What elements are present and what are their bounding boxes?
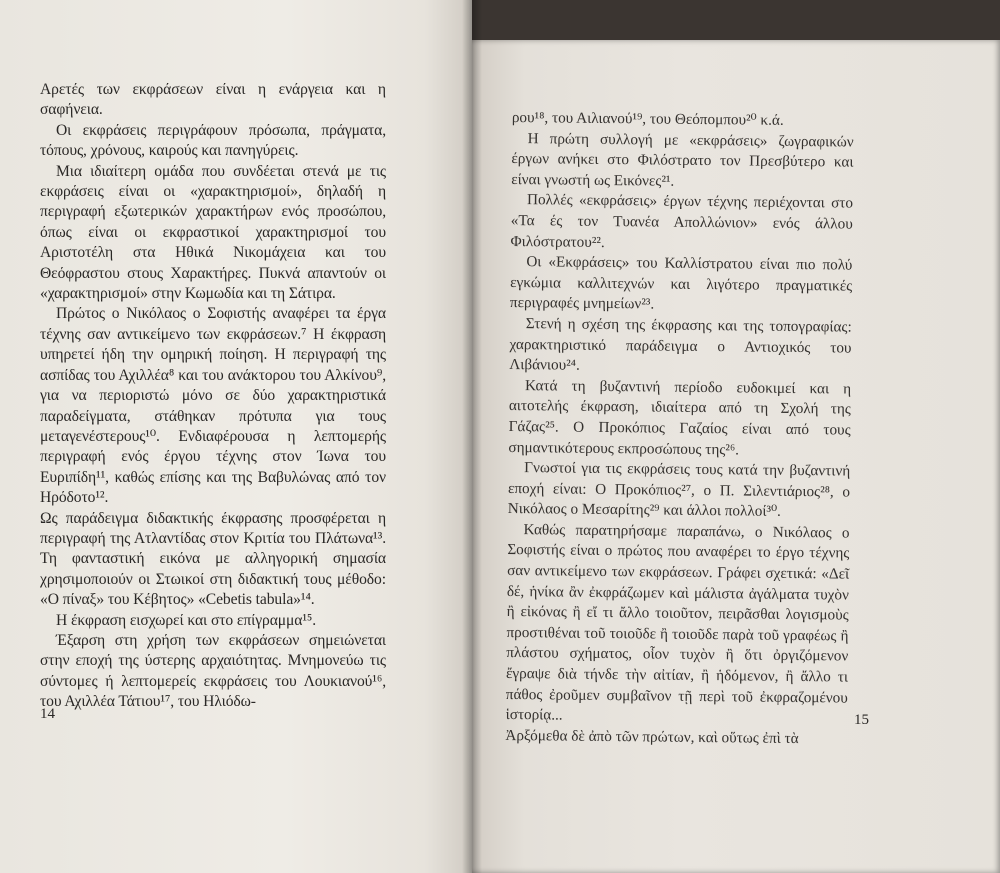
page-number-left: 14 (40, 706, 55, 722)
left-paragraph-7: Έξαρση στη χρήση των εκφράσεων σημειώνεται στην εποχή της ύστερης αρχαιότητας. Μνημονεύω τις σύντομες ή λεπτομερείς εκφράσεις του Λουκιανού¹⁶, του Αχιλλέα Τάτιου¹⁷, του Ηλιόδω- (40, 631, 386, 711)
right-paragraph-3: Πολλές «εκφράσεις» έργων τέχνης περιέχονται στο «Τα ές τον Τυανέα Απολλώνιον» ενός άλλου Φιλόστρατου²². (510, 191, 854, 251)
right-page-text (505, 108, 854, 750)
right-paragraph-7: Γνωστοί για τις εκφράσεις τους κατά την βυζαντινή εποχή είναι: Ο Προκόπιος²⁷, ο Π. Σιλεντιάριος²⁸, ο Νικόλαος ο Μεσαρίτης²⁹ και άλλοι πολλοί³⁰. (507, 459, 851, 521)
book-gutter-shadow (462, 0, 482, 873)
right-paragraph-9: Ἀρξόμεθα δὲ ἀπὸ τῶν πρώτων, καὶ οὕτως ἐπὶ τὰ (505, 726, 799, 747)
left-paragraph-4: Πρώτος ο Νικόλαος ο Σοφιστής αναφέρει τα έργα τέχνης σαν αντικείμενο των εκφράσεων.⁷ Η έκφραση υπηρετεί ήδη την ομηρική ποίηση. Η περιγραφή της ασπίδας του Αχιλλέα⁸ και του ανάκτορου του Αλκίνου⁹, για να περιοριστώ μόνο σε δύο χαρακτηριστικά παραδείγματα, στάθηκαν πρότυπα για τους μεταγενέστερους¹⁰. Ενδιαφέρουσα η λεπτομερής περιγραφή ενός έργου τέχνης στον Ίωνα του Ευριπίδη¹¹, καθώς επίσης και της Βαβυλώνας από τον Ηρόδοτο¹². (40, 305, 386, 507)
right-paragraph-1: ρου¹⁸, του Αιλιανού¹⁹, του Θεόπομπου²⁰ κ.ά. (511, 108, 784, 129)
right-paragraph-2: Η πρώτη συλλογή με «εκφράσεις» ζωγραφικών έργων ανήκει στο Φιλόστρατο τον Πρεσβύτερο και είναι γνωστή ως Εικόνες²¹. (511, 129, 854, 190)
left-paragraph-2: Οι εκφράσεις περιγράφουν πρόσωπα, πράγματα, τόπους, χρόνους, καιρούς και πανηγύρεις. (40, 121, 386, 160)
right-paragraph-6: Κατά τη βυζαντινή περίοδο ευδοκιμεί και η αιτοτελής έκφραση, ιδιαίτερα από τη Σχολή της Γάζας²⁵. Ο Προκόπιος Γαζαίος είναι από τους σημαντικότερους εκπροσώπους της²⁶. (508, 376, 852, 458)
left-page-text (40, 80, 386, 713)
left-paragraph-1: Αρετές των εκφράσεων είναι η ενάργεια και η σαφήνεια. (40, 81, 386, 119)
right-paragraph-8: Καθώς παρατηρήσαμε παραπάνω, ο Νικόλαος ο Σοφιστής είναι ο πρώτος που αναφέρει το έργο τέχνης σαν αντικείμενο των εκφράσεων. Γράφει σχετικά: «Δεῖ δέ, ἡνίκα ἂν ἐκφράζωμεν καὶ μάλιστα ἀγάλματα τυχὸν ἢ εἰκόνας ἢ εἴ τι ἄλλο τοιοῦτον, πειρᾶσθαι λογισμοὺς προστιθέναι τοῦ τοιοῦδε ἢ τοιοῦδε παρὰ τοῦ γραφέως ἢ πλάστου σχήματος, οἷον τυχὸν ἢ ὅτι ὀργιζόμενον ἔγραψε διὰ τήνδε τὴν αἰτίαν, ἢ ἡδόμενον, ἢ ἄλλο τι πάθος ἐροῦμεν συμβαῖνον τῇ περὶ τοῦ ἐκφραζομένου ἱστορίᾳ... (505, 521, 850, 724)
left-paragraph-5: Ως παράδειγμα διδακτικής έκφρασης προσφέρεται η περιγραφή της Ατλαντίδας στον Κριτία του Πλάτωνα¹³. Τη φανταστική εικόνα με αλληγορική σημασία χρησιμοποιούν οι Στωικοί στη διδακτική τους μέθοδο: «Ο πίναξ» του Κέβητος» «Cebetis tabula»¹⁴. (40, 509, 386, 609)
right-paragraph-5: Στενή η σχέση της έκφρασης και της τοπογραφίας: χαρακτηριστικό παράδειγμα ο Αντιοχικός του Λιβάνιου²⁴. (509, 315, 852, 374)
left-page (0, 0, 472, 873)
right-page (472, 40, 1000, 873)
right-paragraph-4: Οι «Εκφράσεις» του Καλλίστρατου είναι πιο πολύ εγκώμια καλλιτεχνών και λιγότερο πραγματικές περιγραφές μνημείων²³. (509, 253, 853, 313)
left-paragraph-6: Η έκφραση εισχωρεί και στο επίγραμμα¹⁵. (56, 611, 317, 629)
left-paragraph-3: Μια ιδιαίτερη ομάδα που συνδέεται στενά με τις εκφράσεις είναι οι «χαρακτηρισμοί», δηλαδή η περιγραφή εξωτερικών χαρακτήρων ενός προσώπου, όπως είναι οι εκφραστικοί χαρακτηρισμοί του Αριστοτέλη στα Ηθικά Νικομάχεια και του Θεόφραστου στους Χαρακτήρες. Πυκνά απαντούν οι «χαρακτηρισμοί» στην Κωμωδία και τη Σάτιρα. (40, 162, 386, 303)
page-number-right: 15 (854, 712, 869, 728)
